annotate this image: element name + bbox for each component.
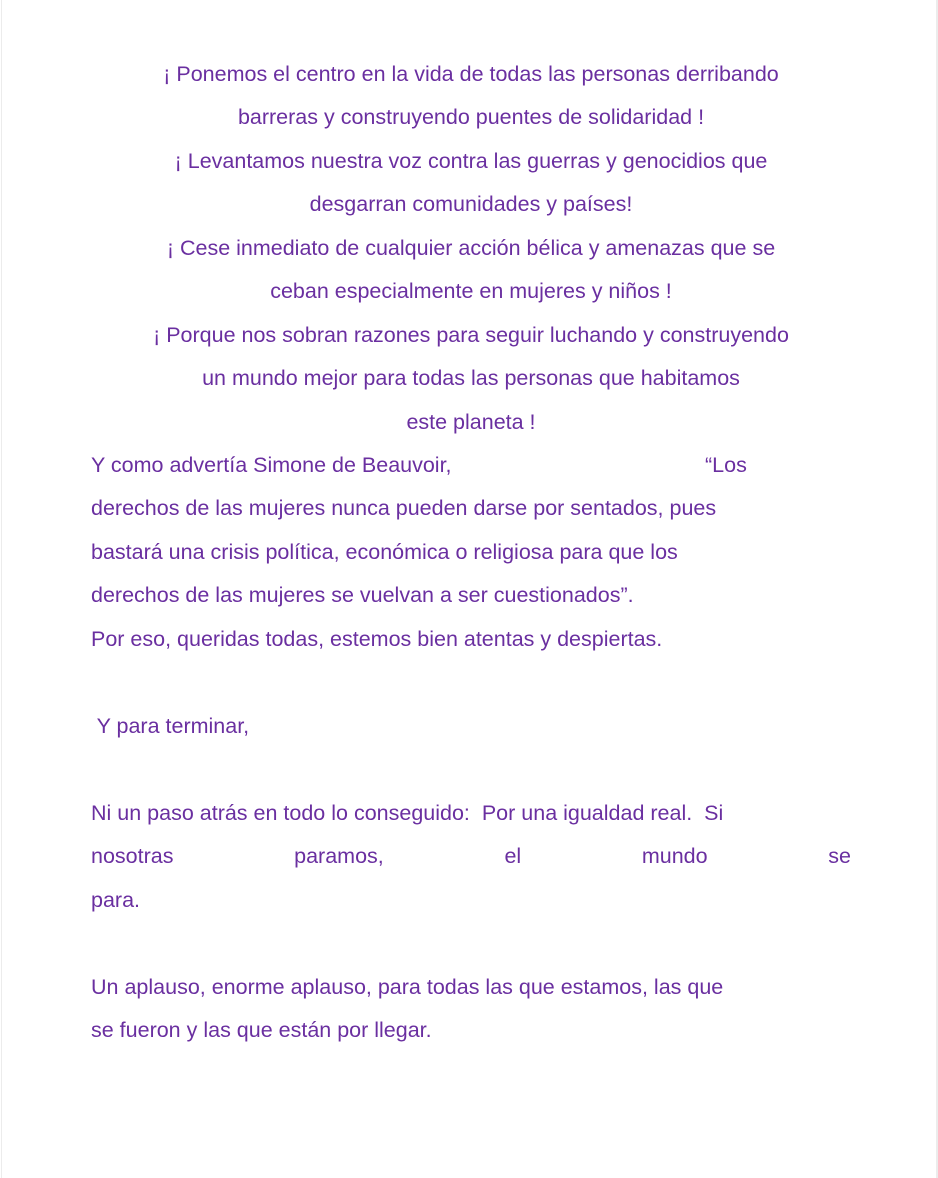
- centered-line: un mundo mejor para todas las personas que habitamos: [202, 366, 740, 390]
- word: mundo: [641, 844, 708, 868]
- final-line: Ni un paso atrás en todo lo conseguido: Por una igualdad real. Si: [91, 801, 724, 825]
- word: nosotras: [91, 844, 174, 868]
- applause-line: Un aplauso, enorme aplauso, para todas las que estamos, las que: [91, 975, 724, 999]
- quote-line: bastará una crisis política, económica o religiosa para que los: [91, 540, 678, 564]
- document-page: [1, 0, 938, 1178]
- centered-line: este planeta !: [406, 410, 536, 434]
- body-line: Por eso, queridas todas, estemos bien atentas y despiertas.: [91, 627, 663, 651]
- quote-open: “Los: [705, 453, 747, 477]
- centered-line: ¡ Levantamos nuestra voz contra las guerras y genocidios que: [174, 149, 768, 173]
- quote-intro: Y como advertía Simone de Beauvoir,: [91, 453, 452, 477]
- word: paramos,: [294, 844, 384, 868]
- centered-line: ceban especialmente en mujeres y niños !: [270, 279, 672, 303]
- word: el: [504, 844, 522, 868]
- centered-line: ¡ Ponemos el centro en la vida de todas las personas derribando: [163, 62, 779, 86]
- centered-line: desgarran comunidades y países!: [309, 192, 633, 216]
- centered-line: barreras y construyendo puentes de solidaridad !: [237, 105, 705, 129]
- centered-line: ¡ Cese inmediato de cualquier acción bélica y amenazas que se: [166, 236, 776, 260]
- closing-line: Y para terminar,: [91, 714, 250, 738]
- word: se: [828, 844, 851, 868]
- quote-line: derechos de las mujeres nunca pueden darse por sentados, pues: [91, 496, 717, 520]
- centered-line: ¡ Porque nos sobran razones para seguir luchando y construyendo: [153, 323, 789, 347]
- final-line: para.: [91, 888, 141, 912]
- justified-line: [91, 843, 851, 869]
- quote-line: derechos de las mujeres se vuelvan a ser cuestionados”.: [91, 583, 634, 607]
- applause-line: se fueron y las que están por llegar.: [91, 1018, 432, 1042]
